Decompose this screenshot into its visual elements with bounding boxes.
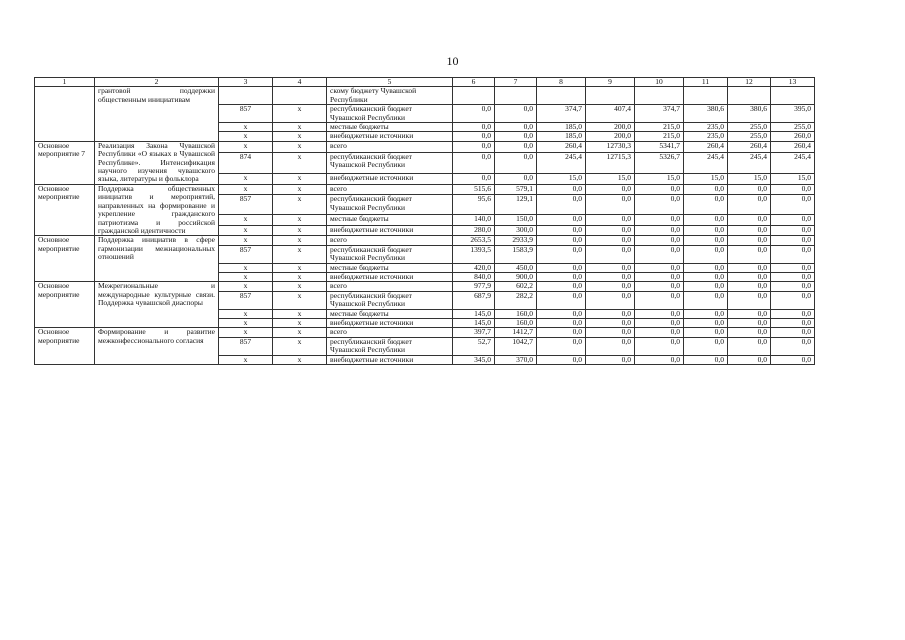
table-row (35, 282, 815, 291)
amount-cell: 5326,7 (635, 152, 684, 173)
code-cell: x (273, 225, 327, 236)
column-number-row (35, 78, 815, 87)
amount-cell: 900,0 (495, 272, 537, 281)
table-row (35, 141, 815, 152)
amount-cell: 0,0 (684, 318, 728, 327)
amount-cell: 0,0 (453, 105, 495, 123)
amount-cell: 0,0 (684, 291, 728, 309)
amount-cell: 5341,7 (635, 141, 684, 152)
budget-code-cell: x (219, 272, 273, 281)
budget-code-cell: 857 (219, 105, 273, 123)
column-number: 10 (635, 78, 684, 87)
code-cell: x (273, 152, 327, 173)
amount-cell: 0,0 (537, 225, 586, 236)
code-cell: x (273, 337, 327, 355)
amount-cell: 1412,7 (495, 328, 537, 337)
code-cell: x (273, 328, 327, 337)
amount-cell: 1583,9 (495, 245, 537, 263)
budget-code-cell: x (219, 318, 273, 327)
amount-cell: 0,0 (771, 337, 815, 355)
funding-source: внебюджетные источники (327, 272, 453, 281)
column-number: 8 (537, 78, 586, 87)
column-number: 9 (586, 78, 635, 87)
amount-cell: 0,0 (586, 337, 635, 355)
amount-cell: 0,0 (771, 236, 815, 245)
funding-source: местные бюджеты (327, 263, 453, 272)
amount-cell: 0,0 (537, 236, 586, 245)
funding-source: скому бюджету Чувашской Республики (327, 87, 453, 105)
amount-cell: 255,0 (728, 123, 771, 132)
amount-cell: 0,0 (495, 141, 537, 152)
amount-cell: 1393,5 (453, 245, 495, 263)
column-number: 13 (771, 78, 815, 87)
amount-cell: 374,7 (537, 105, 586, 123)
amount-cell: 0,0 (537, 355, 586, 364)
code-cell: x (273, 215, 327, 226)
budget-code-cell: 857 (219, 291, 273, 309)
amount-cell: 380,6 (684, 105, 728, 123)
funding-source: всего (327, 184, 453, 195)
amount-cell: 0,0 (728, 272, 771, 281)
amount-cell: 0,0 (453, 141, 495, 152)
funding-source: республиканский бюджет Чувашской Республики (327, 152, 453, 173)
amount-cell: 0,0 (495, 152, 537, 173)
amount-cell: 0,0 (728, 236, 771, 245)
funding-source: внебюджетные источники (327, 355, 453, 364)
budget-code-cell: x (219, 328, 273, 337)
amount-cell: 260,4 (537, 141, 586, 152)
funding-source: всего (327, 236, 453, 245)
amount-cell (586, 87, 635, 105)
budget-code-cell: 857 (219, 245, 273, 263)
event-name: Основное мероприятие (35, 236, 95, 282)
budget-table (34, 77, 815, 365)
code-cell: x (273, 291, 327, 309)
budget-code-cell: x (219, 309, 273, 318)
amount-cell: 407,4 (586, 105, 635, 123)
amount-cell: 260,4 (771, 141, 815, 152)
amount-cell: 0,0 (635, 272, 684, 281)
amount-cell: 0,0 (771, 263, 815, 272)
table-row (35, 328, 815, 337)
amount-cell: 2653,5 (453, 236, 495, 245)
amount-cell: 0,0 (586, 184, 635, 195)
amount-cell: 15,0 (684, 173, 728, 184)
amount-cell: 160,0 (495, 318, 537, 327)
budget-code-cell: x (219, 263, 273, 272)
event-name: Основное мероприятие (35, 282, 95, 328)
amount-cell: 260,0 (771, 132, 815, 141)
amount-cell: 15,0 (537, 173, 586, 184)
funding-source: местные бюджеты (327, 215, 453, 226)
amount-cell: 0,0 (537, 184, 586, 195)
event-name: Основное мероприятие (35, 328, 95, 365)
code-cell: x (273, 132, 327, 141)
amount-cell: 245,4 (728, 152, 771, 173)
amount-cell: 300,0 (495, 225, 537, 236)
amount-cell: 0,0 (537, 291, 586, 309)
event-description: Формирование и развитие межконфессионального согласия (95, 328, 219, 365)
budget-code-cell: 874 (219, 152, 273, 173)
amount-cell: 0,0 (771, 328, 815, 337)
amount-cell: 0,0 (635, 225, 684, 236)
amount-cell: 0,0 (586, 328, 635, 337)
amount-cell: 282,2 (495, 291, 537, 309)
amount-cell: 0,0 (495, 123, 537, 132)
amount-cell: 200,0 (586, 123, 635, 132)
amount-cell: 397,7 (453, 328, 495, 337)
event-description: грантовой поддержки общественным инициативам (95, 87, 219, 141)
amount-cell: 0,0 (728, 225, 771, 236)
code-cell: x (273, 263, 327, 272)
amount-cell: 0,0 (537, 245, 586, 263)
funding-source: местные бюджеты (327, 309, 453, 318)
amount-cell: 0,0 (771, 282, 815, 291)
event-description: Поддержка инициатив в сфере гармонизации межнациональных отношений (95, 236, 219, 282)
budget-code-cell: 857 (219, 337, 273, 355)
budget-code-cell: x (219, 132, 273, 141)
amount-cell: 255,0 (728, 132, 771, 141)
amount-cell (728, 87, 771, 105)
budget-code-cell: x (219, 282, 273, 291)
code-cell: x (273, 245, 327, 263)
event-description: Межрегиональные и международные культурные связи. Поддержка чувашской диаспоры (95, 282, 219, 328)
amount-cell: 370,0 (495, 355, 537, 364)
amount-cell: 0,0 (728, 282, 771, 291)
amount-cell: 0,0 (728, 355, 771, 364)
column-number: 6 (453, 78, 495, 87)
funding-source: внебюджетные источники (327, 225, 453, 236)
amount-cell: 0,0 (684, 195, 728, 215)
amount-cell (495, 87, 537, 105)
amount-cell (453, 87, 495, 105)
code-cell: x (273, 195, 327, 215)
amount-cell: 395,0 (771, 105, 815, 123)
code-cell: x (273, 272, 327, 281)
amount-cell: 0,0 (586, 282, 635, 291)
amount-cell: 0,0 (684, 337, 728, 355)
amount-cell: 0,0 (453, 123, 495, 132)
amount-cell: 420,0 (453, 263, 495, 272)
funding-source: республиканский бюджет Чувашской Республики (327, 337, 453, 355)
amount-cell: 0,0 (537, 282, 586, 291)
amount-cell: 185,0 (537, 132, 586, 141)
amount-cell: 0,0 (537, 337, 586, 355)
amount-cell: 0,0 (728, 215, 771, 226)
amount-cell: 0,0 (635, 328, 684, 337)
funding-source: республиканский бюджет Чувашской Республики (327, 105, 453, 123)
funding-source: внебюджетные источники (327, 132, 453, 141)
amount-cell: 0,0 (635, 263, 684, 272)
amount-cell: 160,0 (495, 309, 537, 318)
event-name: Основное мероприятие 7 (35, 141, 95, 184)
amount-cell: 0,0 (771, 195, 815, 215)
amount-cell: 185,0 (537, 123, 586, 132)
amount-cell: 0,0 (537, 215, 586, 226)
amount-cell: 380,6 (728, 105, 771, 123)
amount-cell: 12730,3 (586, 141, 635, 152)
budget-code-cell: x (219, 123, 273, 132)
amount-cell: 0,0 (635, 309, 684, 318)
amount-cell: 0,0 (771, 318, 815, 327)
amount-cell: 0,0 (635, 245, 684, 263)
amount-cell: 0,0 (635, 291, 684, 309)
table-row (35, 87, 815, 105)
amount-cell: 0,0 (771, 215, 815, 226)
amount-cell: 0,0 (635, 355, 684, 364)
amount-cell (537, 87, 586, 105)
amount-cell (684, 87, 728, 105)
amount-cell: 145,0 (453, 318, 495, 327)
amount-cell: 0,0 (586, 236, 635, 245)
amount-cell: 0,0 (728, 328, 771, 337)
amount-cell: 235,0 (684, 132, 728, 141)
amount-cell: 0,0 (586, 263, 635, 272)
amount-cell: 2933,9 (495, 236, 537, 245)
code-cell: x (273, 141, 327, 152)
amount-cell: 840,0 (453, 272, 495, 281)
code-cell: x (273, 309, 327, 318)
amount-cell: 260,4 (728, 141, 771, 152)
funding-source: республиканский бюджет Чувашской Республики (327, 291, 453, 309)
table-row (35, 236, 815, 245)
code-cell: x (273, 173, 327, 184)
amount-cell: 0,0 (771, 184, 815, 195)
funding-source: местные бюджеты (327, 123, 453, 132)
amount-cell: 0,0 (728, 263, 771, 272)
column-number: 4 (273, 78, 327, 87)
page-number: 10 (446, 54, 459, 68)
code-cell: x (273, 123, 327, 132)
event-name (35, 87, 95, 141)
amount-cell: 0,0 (684, 272, 728, 281)
amount-cell: 0,0 (728, 245, 771, 263)
amount-cell: 0,0 (495, 173, 537, 184)
amount-cell: 0,0 (635, 337, 684, 355)
amount-cell: 0,0 (684, 184, 728, 195)
amount-cell: 0,0 (684, 309, 728, 318)
event-name: Основное мероприятие (35, 184, 95, 235)
amount-cell: 977,9 (453, 282, 495, 291)
amount-cell: 0,0 (728, 318, 771, 327)
amount-cell: 0,0 (728, 195, 771, 215)
amount-cell: 0,0 (728, 291, 771, 309)
amount-cell: 0,0 (684, 245, 728, 263)
amount-cell: 0,0 (586, 355, 635, 364)
amount-cell: 255,0 (771, 123, 815, 132)
amount-cell: 15,0 (635, 173, 684, 184)
amount-cell: 129,1 (495, 195, 537, 215)
amount-cell: 0,0 (537, 195, 586, 215)
amount-cell: 602,2 (495, 282, 537, 291)
amount-cell: 0,0 (453, 173, 495, 184)
code-cell (273, 87, 327, 105)
amount-cell: 52,7 (453, 337, 495, 355)
amount-cell: 1042,7 (495, 337, 537, 355)
column-number: 7 (495, 78, 537, 87)
funding-source: всего (327, 141, 453, 152)
amount-cell: 0,0 (453, 152, 495, 173)
funding-source: республиканский бюджет Чувашской Республики (327, 195, 453, 215)
amount-cell: 0,0 (684, 328, 728, 337)
amount-cell: 0,0 (635, 236, 684, 245)
funding-source: всего (327, 282, 453, 291)
amount-cell: 0,0 (771, 272, 815, 281)
amount-cell: 0,0 (684, 355, 728, 364)
amount-cell: 687,9 (453, 291, 495, 309)
amount-cell: 0,0 (771, 309, 815, 318)
amount-cell: 0,0 (586, 195, 635, 215)
amount-cell: 0,0 (586, 245, 635, 263)
column-number: 11 (684, 78, 728, 87)
amount-cell: 15,0 (586, 173, 635, 184)
amount-cell: 0,0 (537, 318, 586, 327)
amount-cell: 245,4 (771, 152, 815, 173)
amount-cell: 0,0 (586, 318, 635, 327)
amount-cell: 0,0 (453, 132, 495, 141)
amount-cell: 0,0 (586, 272, 635, 281)
budget-code-cell: x (219, 236, 273, 245)
amount-cell: 0,0 (586, 215, 635, 226)
amount-cell: 345,0 (453, 355, 495, 364)
amount-cell: 235,0 (684, 123, 728, 132)
amount-cell: 0,0 (684, 282, 728, 291)
amount-cell: 150,0 (495, 215, 537, 226)
amount-cell: 280,0 (453, 225, 495, 236)
amount-cell: 200,0 (586, 132, 635, 141)
budget-code-cell: x (219, 225, 273, 236)
amount-cell: 0,0 (495, 132, 537, 141)
amount-cell: 0,0 (586, 291, 635, 309)
code-cell: x (273, 355, 327, 364)
amount-cell: 0,0 (635, 184, 684, 195)
amount-cell: 0,0 (771, 245, 815, 263)
column-number: 3 (219, 78, 273, 87)
amount-cell: 0,0 (728, 184, 771, 195)
amount-cell: 15,0 (771, 173, 815, 184)
amount-cell: 0,0 (684, 263, 728, 272)
amount-cell: 0,0 (537, 263, 586, 272)
amount-cell: 145,0 (453, 309, 495, 318)
column-number: 5 (327, 78, 453, 87)
code-cell: x (273, 318, 327, 327)
amount-cell: 0,0 (537, 328, 586, 337)
amount-cell: 515,6 (453, 184, 495, 195)
event-description: Реализация Закона Чувашской Республики «О языках в Чувашской Республике». Интенсификация научного изучения чувашского языка, литературы и фольклора (95, 141, 219, 184)
amount-cell: 245,4 (684, 152, 728, 173)
amount-cell: 450,0 (495, 263, 537, 272)
amount-cell: 0,0 (537, 309, 586, 318)
amount-cell: 0,0 (635, 195, 684, 215)
amount-cell: 0,0 (586, 225, 635, 236)
budget-code-cell: x (219, 215, 273, 226)
funding-source: республиканский бюджет Чувашской Республики (327, 245, 453, 263)
amount-cell: 140,0 (453, 215, 495, 226)
amount-cell: 0,0 (684, 236, 728, 245)
amount-cell: 260,4 (684, 141, 728, 152)
amount-cell: 0,0 (684, 225, 728, 236)
amount-cell: 0,0 (728, 309, 771, 318)
amount-cell: 215,0 (635, 123, 684, 132)
amount-cell (771, 87, 815, 105)
amount-cell: 95,6 (453, 195, 495, 215)
budget-code-cell: x (219, 355, 273, 364)
amount-cell: 0,0 (635, 318, 684, 327)
amount-cell: 0,0 (771, 355, 815, 364)
funding-source: внебюджетные источники (327, 173, 453, 184)
column-number: 1 (35, 78, 95, 87)
amount-cell: 215,0 (635, 132, 684, 141)
column-number: 2 (95, 78, 219, 87)
amount-cell: 0,0 (635, 282, 684, 291)
amount-cell: 12715,3 (586, 152, 635, 173)
code-cell: x (273, 236, 327, 245)
funding-source: всего (327, 328, 453, 337)
budget-code-cell: x (219, 173, 273, 184)
amount-cell: 0,0 (771, 225, 815, 236)
funding-source: внебюджетные источники (327, 318, 453, 327)
table-row (35, 184, 815, 195)
code-cell: x (273, 282, 327, 291)
column-number: 12 (728, 78, 771, 87)
amount-cell: 0,0 (728, 337, 771, 355)
code-cell: x (273, 105, 327, 123)
amount-cell: 579,1 (495, 184, 537, 195)
budget-code-cell: x (219, 184, 273, 195)
amount-cell: 15,0 (728, 173, 771, 184)
amount-cell: 0,0 (684, 215, 728, 226)
amount-cell: 0,0 (537, 272, 586, 281)
amount-cell: 0,0 (635, 215, 684, 226)
code-cell: x (273, 184, 327, 195)
amount-cell: 0,0 (586, 309, 635, 318)
amount-cell (635, 87, 684, 105)
budget-code-cell: x (219, 141, 273, 152)
event-description: Поддержка общественных инициатив и мероприятий, направленных на формирование и укрепление гражданского патриотизма и российской гражданской идентичности (95, 184, 219, 235)
amount-cell: 374,7 (635, 105, 684, 123)
amount-cell: 0,0 (771, 291, 815, 309)
budget-code-cell (219, 87, 273, 105)
budget-code-cell: 857 (219, 195, 273, 215)
amount-cell: 245,4 (537, 152, 586, 173)
amount-cell: 0,0 (495, 105, 537, 123)
